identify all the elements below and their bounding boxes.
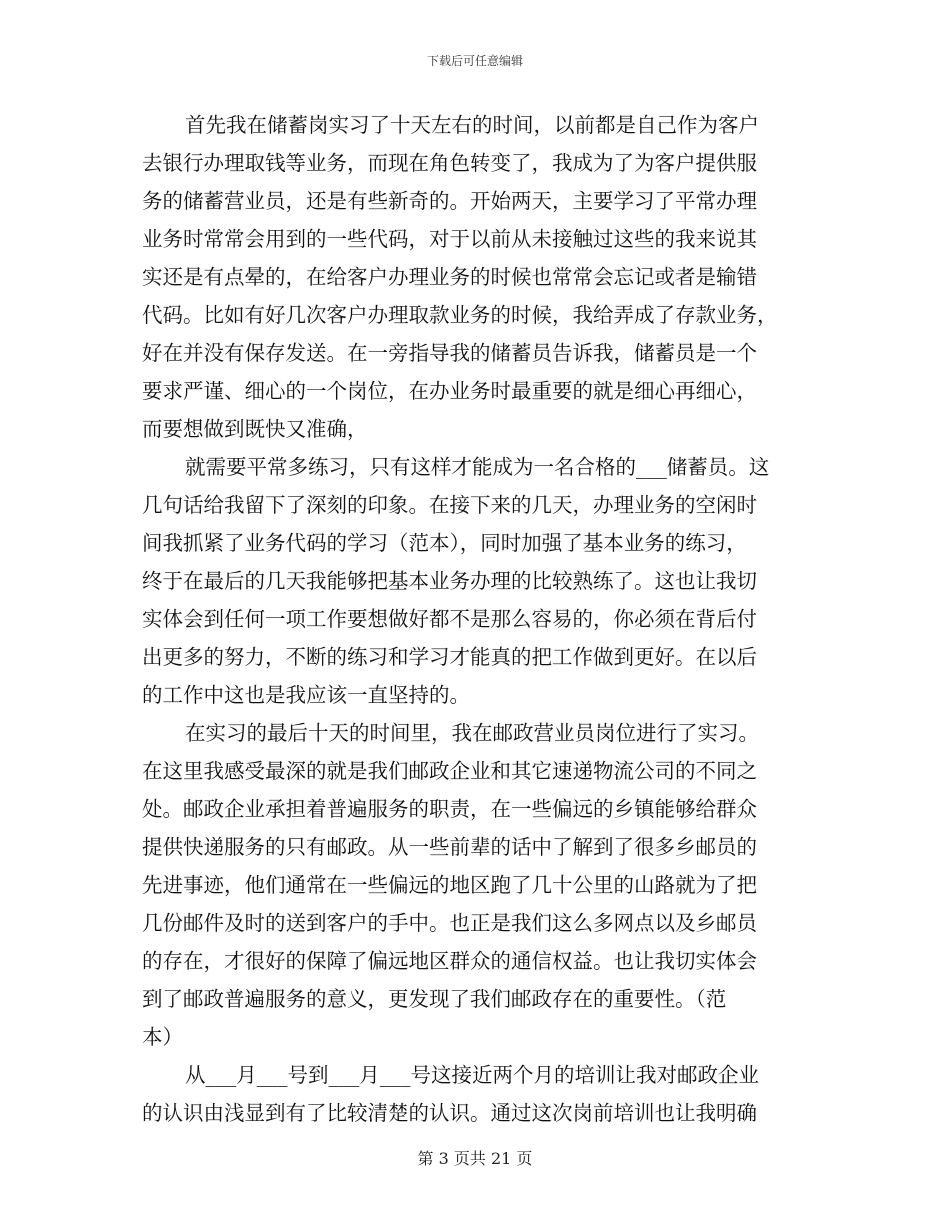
body-line: 就需要平常多练习，只有这样才能成为一名合格的___储蓄员。这	[185, 455, 770, 479]
body-line: 在实习的最后十天的时间里，我在邮政营业员岗位进行了实习。	[185, 721, 759, 745]
body-line: 几句话给我留下了深刻的印象。在接下来的几天，办理业务的空闲时	[142, 493, 757, 517]
body-line: 好在并没有保存发送。在一旁指导我的储蓄员告诉我，储蓄员是一个	[142, 341, 757, 365]
page-number-footer: 第 3 页共 21 页	[417, 1149, 533, 1168]
body-line: 务的储蓄营业员，还是有些新奇的。开始两天，主要学习了平常办理	[142, 189, 757, 213]
body-line: 在这里我感受最深的就是我们邮政企业和其它速递物流公司的不同之	[142, 759, 757, 783]
body-line: 到了邮政普遍服务的意义，更发现了我们邮政存在的重要性。（范	[142, 987, 727, 1011]
body-line: 实还是有点晕的，在给客户办理业务的时候也常常会忘记或者是输错	[142, 265, 757, 289]
body-line: 出更多的努力，不断的练习和学习才能真的把工作做到更好。在以后	[142, 645, 757, 669]
body-line: 先进事迹，他们通常在一些偏远的地区跑了几十公里的山路就为了把	[142, 873, 757, 897]
body-line: 处。邮政企业承担着普遍服务的职责，在一些偏远的乡镇能够给群众	[142, 797, 757, 821]
body-line: 代码。比如有好几次客户办理取款业务的时候，我给弄成了存款业务，	[142, 303, 778, 327]
body-line: 终于在最后的几天我能够把基本业务办理的比较熟练了。这也让我切	[142, 569, 757, 593]
body-line: 要求严谨、细心的一个岗位，在办业务时最重要的就是细心再细心，	[142, 379, 757, 403]
body-line: 间我抓紧了业务代码的学习（范本），同时加强了基本业务的练习，	[142, 531, 747, 555]
body-line: 几份邮件及时的送到客户的手中。也正是我们这么多网点以及乡邮员	[142, 911, 757, 935]
body-line: 的工作中这也是我应该一直坚持的。	[142, 683, 470, 707]
body-line: 而要想做到既快又准确，	[142, 417, 368, 441]
body-line: 去银行办理取钱等业务，而现在角色转变了，我成为了为客户提供服	[142, 151, 757, 175]
body-line: 业务时常常会用到的一些代码，对于以前从未接触过这些的我来说其	[142, 227, 757, 251]
body-line: 本）	[142, 1025, 183, 1049]
body-line: 提供快递服务的只有邮政。从一些前辈的话中了解到了很多乡邮员的	[142, 835, 757, 859]
body-line: 从___月___号到___月___号这接近两个月的培训让我对邮政企业	[185, 1063, 759, 1087]
body-line: 的存在，才很好的保障了偏远地区群众的通信权益。也让我切实体会	[142, 949, 757, 973]
body-line: 首先我在储蓄岗实习了十天左右的时间，以前都是自己作为客户	[185, 113, 759, 137]
page-header: 下载后可任意编辑	[426, 54, 523, 68]
body-line: 实体会到任何一项工作要想做好都不是那么容易的，你必须在背后付	[142, 607, 757, 631]
body-line: 的认识由浅显到有了比较清楚的认识。通过这次岗前培训也让我明确	[142, 1101, 757, 1125]
